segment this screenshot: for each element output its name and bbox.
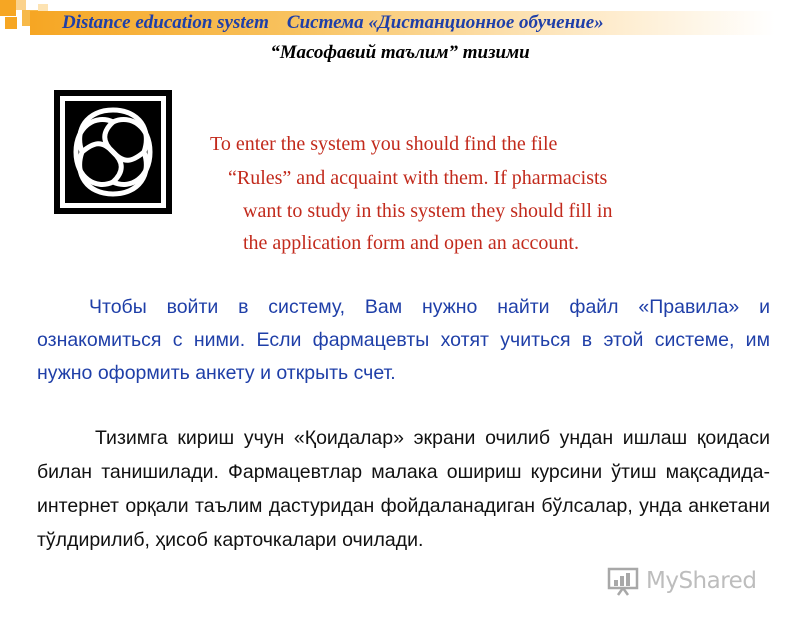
header-title: [62, 12, 604, 34]
english-text-line: the application form and open an account.: [243, 232, 579, 254]
decor-square: [5, 17, 17, 29]
watermark-text: MyShared: [646, 568, 757, 594]
celtic-knot-icon: [54, 90, 172, 214]
decor-square: [0, 0, 16, 16]
watermark: [606, 566, 756, 596]
header-title-en: Distance education system: [62, 12, 269, 33]
uzbek-paragraph: Тизимга кириш учун «Қоидалар» экрани очилиб ундан ишлаш қоидаси билан танишилади. Фармацевтлар малака ошириш курсини ўтиш мақсадида-интернет орқали таълим дастуридан фойдаланадиган бўлсалар, унда анкетани тўлдирилиб, ҳисоб карточкалари очилади.: [37, 427, 770, 551]
english-text-line: To enter the system you should find the file: [210, 133, 558, 155]
russian-paragraph: Чтобы войти в систему, Вам нужно найти файл «Правила» и ознакомиться с ними. Если фармацевты хотят учиться в этой системе, им нужно оформить анкету и открыть счет.: [37, 296, 770, 384]
header-title-uz: “Масофавий таълим” тизими: [270, 42, 530, 63]
decor-square: [16, 0, 26, 10]
english-text-line: “Rules” and acquaint with them. If pharmacists: [228, 167, 608, 189]
header-title-ru: Система «Дистанционное обучение»: [286, 12, 604, 33]
presentation-board-icon: [606, 566, 642, 596]
english-text-line: want to study in this system they should fill in: [243, 200, 613, 222]
